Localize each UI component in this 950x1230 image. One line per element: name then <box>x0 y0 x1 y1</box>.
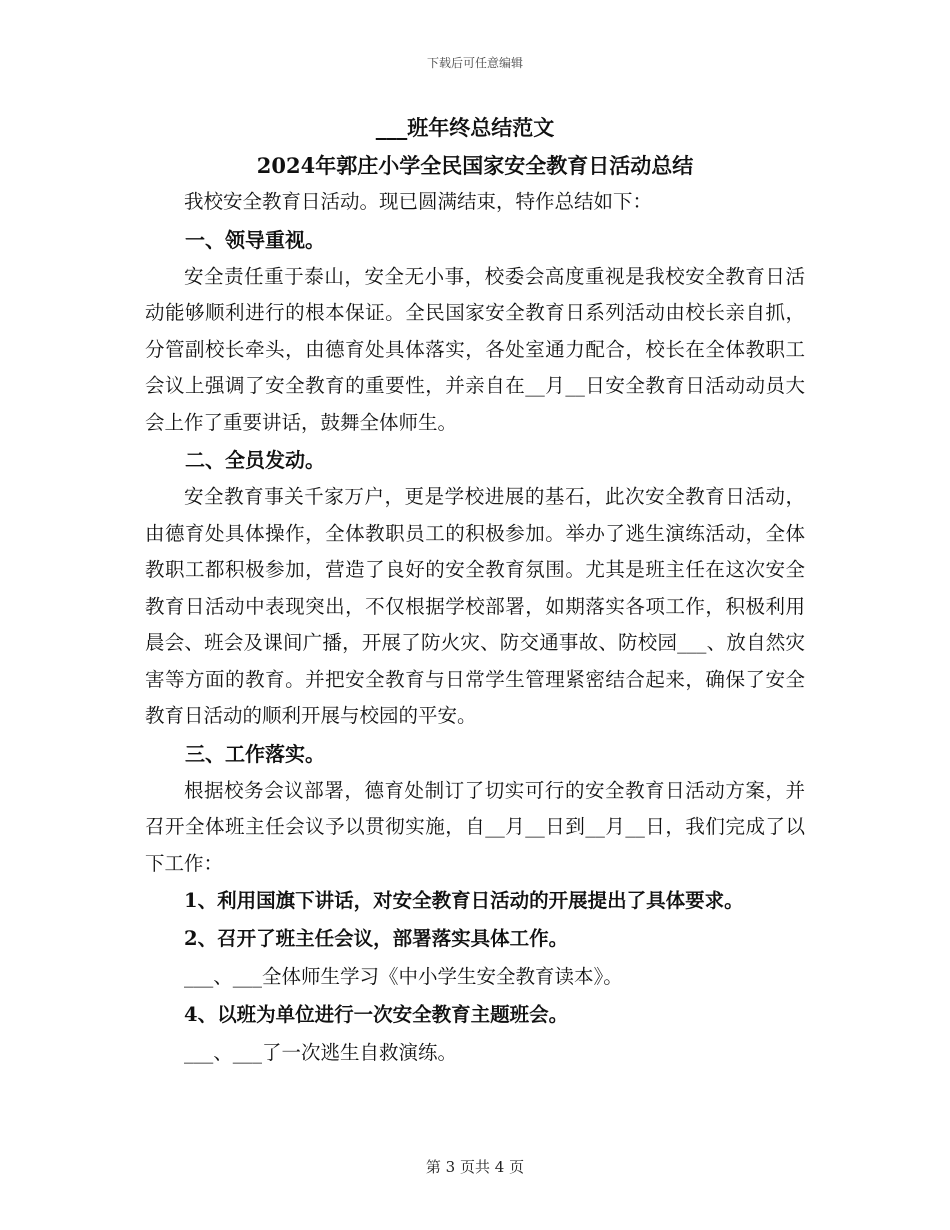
section-heading-3: 三、工作落实。 <box>185 741 325 766</box>
list-item: ___、___全体师生学习《中小学生安全教育读本》。 <box>184 965 623 988</box>
section-paragraph-1: 安全责任重于泰山，安全无小事，校委会高度重视是我校安全教育日活动能够顺利进行的根本保证。全民国家安全教育日系列活动由校长亲自抓，分管副校长牵头，由德育处具体落实，各处室通力配合，校长在全体教职工会议上强调了安全教育的重要性，并亲自在__月__日安全教育日活动动员大会上作了重要讲话，鼓舞全体师生。 <box>145 264 805 434</box>
document-subtitle: 2024年郭庄小学全民国家安全教育日活动总结 <box>256 153 694 178</box>
section-paragraph-2: 安全教育事关千家万户，更是学校进展的基石，此次安全教育日活动，由德育处具体操作，全体教职员工的积极参加。举办了逃生演练活动，全体教职工都积极参加，营造了良好的安全教育氛围。尤其是班主任在这次安全教育日活动中表现突出，不仅根据学校部署，如期落实各项工作，积极利用晨会、班会及课间广播，开展了防火灾、防交通事故、防校园___、放自然灾害等方面的教育。并把安全教育与日常学生管理紧密结合起来，确保了安全教育日活动的顺利开展与校园的平安。 <box>145 485 805 727</box>
page-footer: 第 3 页共 4 页 <box>425 1158 525 1176</box>
document-title: ___班年终总结范文 <box>375 115 555 140</box>
page-header: 下载后可任意编辑 <box>426 56 523 70</box>
section-heading-1: 一、领导重视。 <box>185 227 325 252</box>
list-item: ___、___了一次逃生自救演练。 <box>184 1041 458 1064</box>
list-item: 2、召开了班主任会议，部署落实具体工作。 <box>184 927 569 950</box>
list-item: 1、利用国旗下讲话，对安全教育日活动的开展提出了具体要求。 <box>184 889 744 912</box>
section-heading-2: 二、全员发动。 <box>185 448 325 472</box>
list-item: 4、以班为单位进行一次安全教育主题班会。 <box>184 1003 569 1026</box>
section-paragraph-3: 根据校务会议部署，德育处制订了切实可行的安全教育日活动方案，并召开全体班主任会议予以贯彻实施，自__月__日到__月__日，我们完成了以下工作： <box>145 778 805 875</box>
intro-paragraph: 我校安全教育日活动。现已圆满结束，特作总结如下： <box>184 190 653 213</box>
document-body <box>145 110 805 1072</box>
